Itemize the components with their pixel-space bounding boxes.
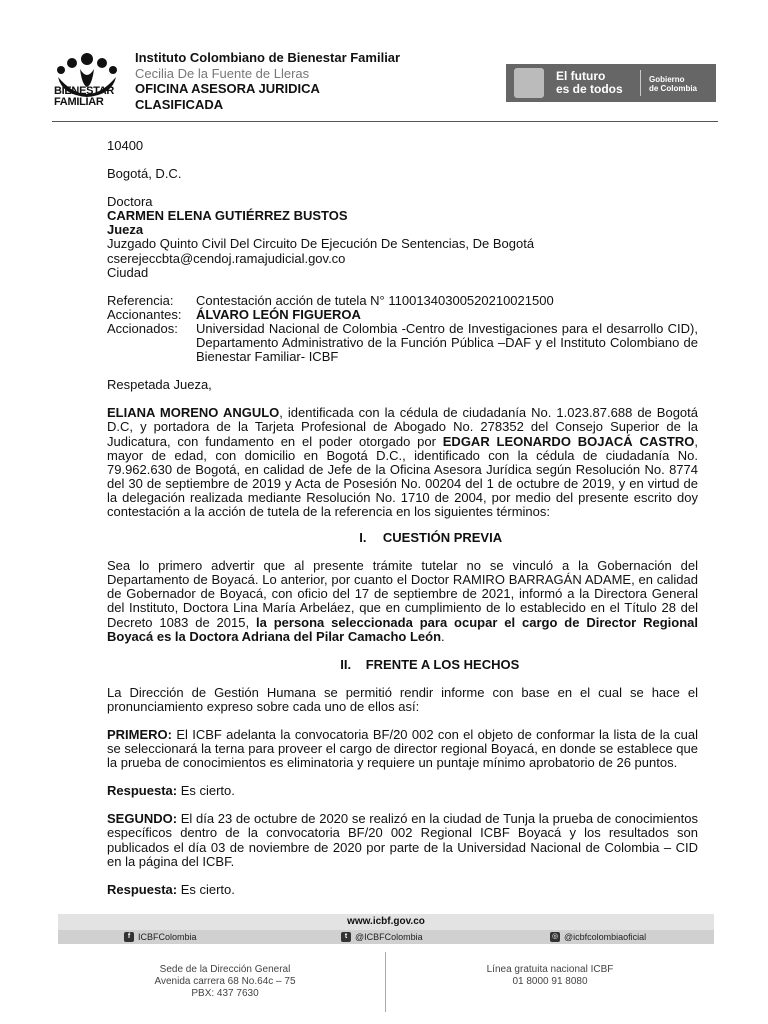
institute-name: Instituto Colombiano de Bienestar Familiar (135, 50, 401, 65)
gov-separator (640, 70, 641, 96)
letterhead (135, 50, 400, 112)
recipient-name: CARMEN ELENA GUTIÉRREZ BUSTOS (107, 208, 348, 224)
footer-website[interactable]: www.icbf.gov.co (58, 914, 714, 930)
classification: CLASIFICADA (135, 96, 224, 112)
paragraph-intro: ELIANA MORENO ANGULO, identificada con la cédula de ciudadanía No. 1.023.87.688 de Bogotá D.C, y portadora de la Tarjeta Profesional de Abogado No. 278352 del Consejo Superior de la Judicatura, con fundamento en el poder otorgado por EDGAR LEONARDO BOJACÁ CASTRO, mayor de edad, con domicilio en Bogotá D.C., identificado con la cédula de ciudadanía No. 79.962.630 de Bogotá, en calidad de Jefe de la Oficina Asesora Jurídica según Resolución No. 8774 del 30 de septiembre de 2019 y Acta de Posesión No. 00204 del 1 de octubre de 2019, y en virtud de la delegación realizada mediante Resolución No. 1710 de 2004, por medio del presente escrito doy contestación a la acción de tutela de la referencia en los siguientes términos: (107, 405, 698, 519)
recipient-role: Jueza (107, 222, 144, 238)
recipient-city: Ciudad (107, 264, 149, 280)
logo-wordmark: BIENESTAR FAMILIAR (54, 85, 115, 108)
footer-twitter[interactable]: t @ICBFColombia (341, 930, 423, 944)
footer-social-bar (58, 930, 714, 944)
instagram-icon: ◎ (551, 933, 559, 940)
paragraph-segundo: SEGUNDO: El día 23 de octubre de 2020 se realizó en la ciudad de Tunja la prueba de conocimientos específicos dentro de la convocatoria BF/20 002 Regional ICBF Boyacá y los resultados son publicados el día 03 de noviembre de 2020 por parte de la Universidad Nacional de Colombia – CID en la página del ICBF. (107, 811, 698, 869)
section-heading-1: I. CUESTIÓN PREVIA (359, 530, 503, 546)
recipient-title: Doctora (107, 194, 153, 210)
paragraph-primero: PRIMERO: El ICBF adelanta la convocatoria BF/20 002 con el objeto de conformar la lista de la cual se seleccionará la terna para proveer el cargo de director regional Boyacá, en donde se establece que la prueba de conocimientos es eliminatoria y requiere un puntaje mínimo aprobatorio de 26 puntos. (107, 727, 698, 771)
facebook-icon: f (124, 932, 134, 942)
footer-instagram[interactable]: ◎ @icbfcolombiaoficial (551, 932, 647, 942)
section-heading-2: II. FRENTE A LOS HECHOS (340, 656, 520, 672)
footer-headquarters: Sede de la Dirección General Avenida carrera 68 No.64c – 75 PBX: 437 7630 (154, 964, 296, 999)
footer-hotline: Línea gratuita nacional ICBF 01 8000 91 8080 (486, 964, 614, 987)
greeting: Respetada Jueza, (107, 377, 212, 393)
recipient-email: cserejeccbta@cendoj.ramajudicial.gov.co (107, 250, 346, 266)
paragraph-cuestion-previa: Sea lo primero advertir que al presente trámite tutelar no se vinculó a la Gobernación del Departamento de Boyacá. Lo anterior, por cuanto el Doctor RAMIRO BARRAGÁN ADAME, en calidad de Gobernador de Boyacá, con oficio del 17 de septiembre de 2021, informó a la Directora General del Instituto, Doctora Lina María Arbeláez, que en cumplimiento de lo establecido en el Título 28 del Decreto 1083 de 2015, la persona seleccionada para ocupar el cargo de Director Regional Boyacá es la Doctora Adriana del Pilar Camacho León. (107, 558, 698, 644)
gov-name: Gobierno de Colombia (649, 75, 698, 93)
gov-slogan: El futuro es de todos (556, 69, 623, 96)
twitter-icon: t (341, 932, 351, 942)
paragraph-hechos-intro: La Dirección de Gestión Humana se permitió rendir informe con base en el cual se hace el pronunciamiento expreso sobre cada uno de ellos así: (107, 684, 698, 714)
header-rule (52, 121, 718, 122)
colombia-seal-icon (514, 68, 544, 98)
plaintiffs-row: Accionantes: ÁLVARO LEÓN FIGUEROA (107, 306, 361, 322)
letter-number: 10400 (107, 138, 144, 153)
reference-row: Referencia: Contestación acción de tutela N° 11001340300520210021500 (107, 292, 554, 308)
office-name: OFICINA ASESORA JURIDICA (135, 81, 320, 96)
footer-facebook[interactable]: f ICBFColombia (124, 930, 197, 944)
institute-subtitle: Cecilia De la Fuente de Lleras (135, 65, 310, 81)
footer-divider (385, 952, 386, 1012)
defendants-row: Accionados: Universidad Nacional de Colombia -Centro de Investigaciones para el desarrollo CID), Departamento Administrativo de la Función Pública –DAF y el Instituto Colombiano de Bienestar Familiar- ICBF (107, 320, 698, 365)
response-2: Respuesta: Es cierto. (107, 881, 235, 897)
letter-body (107, 139, 698, 897)
letter-city: Bogotá, D.C. (107, 166, 182, 182)
response-1: Respuesta: Es cierto. (107, 783, 235, 799)
recipient-court: Juzgado Quinto Civil Del Circuito De Ejecución De Sentencias, De Bogotá (107, 236, 535, 252)
